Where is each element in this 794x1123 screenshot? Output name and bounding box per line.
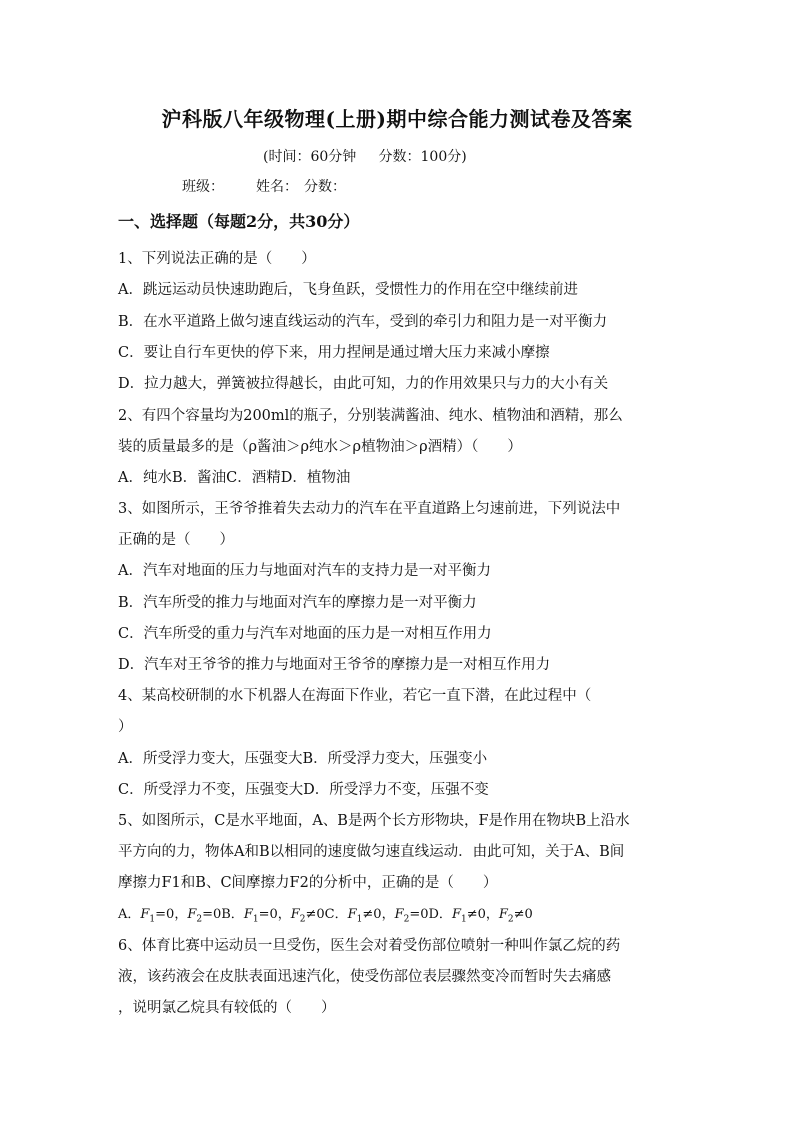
class-field: 班级：: [182, 179, 224, 195]
option-line: A．汽车对地面的压力与地面对汽车的支持力是一对平衡力: [118, 563, 491, 579]
option-line: A．纯水B．酱油C．酒精D．植物油: [118, 470, 351, 486]
name-field: 姓名：: [256, 179, 298, 195]
question-4: 4、某高校研制的水下机器人在海面下作业，若它一直下潜，在此过程中（: [118, 688, 592, 704]
question-text: ，说明氯乙烷具有较低的（ ）: [118, 1000, 336, 1016]
option-line: A．跳远运动员快速助跑后，飞身鱼跃，受惯性力的作用在空中继续前进: [118, 282, 578, 298]
option-line: C．汽车所受的重力与汽车对地面的压力是一对相互作用力: [118, 626, 492, 642]
option-line: D．拉力越大，弹簧被拉得越长，由此可知，力的作用效果只与力的大小有关: [118, 376, 609, 392]
score-field: 分数：: [304, 179, 346, 195]
question-text: 正确的是（ ）: [118, 532, 234, 548]
question-text: ）: [118, 719, 133, 735]
option-line: A．所受浮力变大，压强变大B．所受浮力变大，压强变小: [118, 751, 488, 767]
question-text: 装的质量最多的是（ρ酱油＞ρ纯水＞ρ植物油＞ρ酒精）（ ）: [118, 439, 522, 455]
option-line: C．所受浮力不变，压强变大D．所受浮力不变，压强不变: [118, 782, 489, 798]
option-line: D．汽车对王爷爷的推力与地面对王爷爷的摩擦力是一对相互作用力: [118, 657, 551, 673]
option-line: B．汽车所受的推力与地面对汽车的摩擦力是一对平衡力: [118, 595, 477, 611]
page-title: 沪科版八年级物理(上册)期中综合能力测试卷及答案: [161, 107, 633, 131]
option-line: C．要让自行车更快的停下来，用力捏闸是通过增大压力来减小摩擦: [118, 345, 550, 361]
question-text: 平方向的力，物体A和B以相同的速度做匀速直线运动．由此可知，关于A、B间: [118, 844, 625, 860]
exam-info: (时间：60分钟 分数：100分): [263, 149, 467, 165]
question-2: 2、有四个容量均为200ml的瓶子，分别装满酱油、纯水、植物油和酒精，那么: [118, 408, 623, 424]
question-3: 3、如图所示，王爷爷推着失去动力的汽车在平直道路上匀速前进，下列说法中: [118, 501, 621, 517]
section-heading: 一、选择题（每题2分，共30分）: [118, 212, 360, 231]
option-line-formula: A．$F_1=0$，$F_2=0B$．$F_1=0$，$F_2\ne 0C$．$F_1\ne 0$，$F_2=0D$．$F_1\ne 0$，$F_2\ne 0$: [118, 907, 533, 925]
question-5: 5、如图所示，C是水平地面，A、B是两个长方形物块，F是作用在物块B上沿水: [118, 813, 630, 829]
option-line: B．在水平道路上做匀速直线运动的汽车，受到的牵引力和阻力是一对平衡力: [118, 314, 608, 330]
question-text: 液，该药液会在皮肤表面迅速汽化，使受伤部位表层骤然变冷而暂时失去痛感: [118, 969, 611, 985]
question-6: 6、体育比赛中运动员一旦受伤，医生会对着受伤部位喷射一种叫作氯乙烷的药: [118, 938, 621, 954]
question-1: 1、下列说法正确的是（ ）: [118, 251, 316, 267]
question-text: 摩擦力F1和B、C间摩擦力F2的分析中，正确的是（ ）: [118, 875, 498, 891]
student-info: [182, 176, 378, 196]
